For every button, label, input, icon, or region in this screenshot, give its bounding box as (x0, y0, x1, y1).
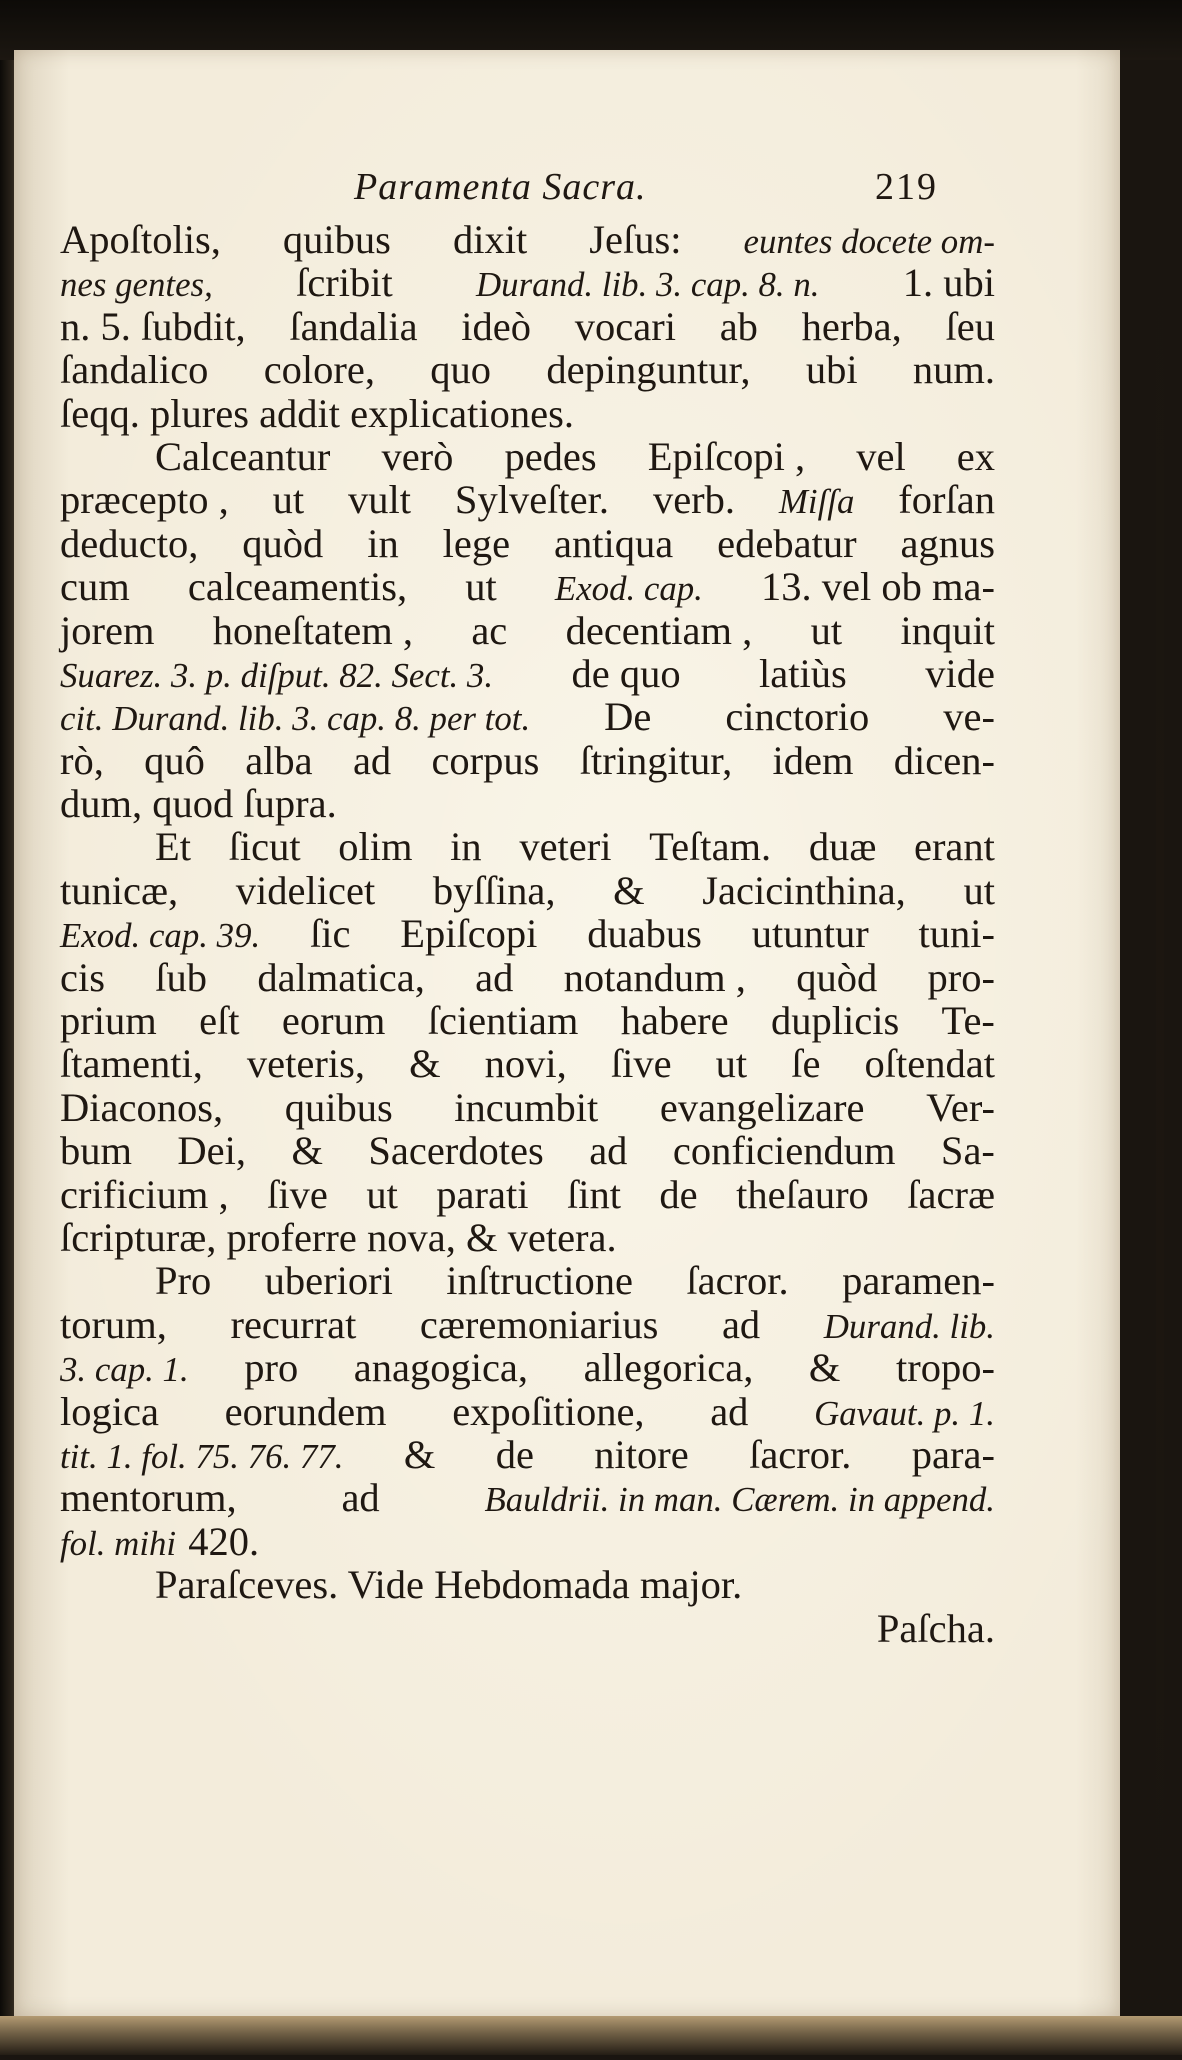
page-text-block (60, 160, 995, 1650)
word: colore, (263, 347, 376, 393)
word: depinguntur, (546, 347, 751, 393)
word: erant (913, 824, 995, 870)
text-line (60, 1607, 995, 1650)
italic-text: Exod. cap. (554, 569, 703, 609)
page-bottom-edge (0, 2016, 1182, 2055)
word: notandum , (563, 954, 746, 1000)
word: lege (442, 520, 511, 566)
word: ſandalico (60, 347, 209, 393)
italic-text: Miſſa (778, 482, 855, 522)
text-line (60, 609, 995, 652)
word: rò, (60, 737, 104, 783)
text-line (60, 261, 995, 304)
text-line (60, 1129, 995, 1172)
word: & (613, 867, 645, 913)
text-line (60, 435, 995, 478)
word: Jeſus: (589, 217, 682, 262)
text-line (60, 1563, 995, 1606)
word: tunicæ, (60, 867, 179, 913)
italic-text: nes gentes, (60, 265, 213, 305)
word: quòd (242, 520, 324, 566)
word: eſt (199, 998, 240, 1044)
text-line (60, 1476, 995, 1519)
word: ſacror. (749, 1431, 852, 1477)
word: ab (719, 303, 758, 349)
text-line (60, 1216, 995, 1259)
word: Diaconos, (60, 1084, 224, 1130)
word: tropo- (895, 1345, 995, 1391)
word: para- (911, 1431, 995, 1477)
body-text (60, 218, 995, 1650)
word: Sacerdotes (368, 1128, 544, 1174)
word: Dei, (177, 1128, 247, 1174)
word: ſint (566, 1171, 621, 1217)
word: jorem (60, 607, 155, 653)
word: ſeqq. plures addit explicationes. (60, 390, 574, 436)
text-line (60, 478, 995, 521)
word: Et (155, 824, 191, 870)
word: crificium , (60, 1171, 229, 1217)
word: ut (963, 867, 995, 913)
word: in (367, 520, 399, 566)
word: Te- (941, 998, 995, 1044)
word: vel (856, 433, 906, 479)
text-line (60, 1259, 995, 1302)
word: 420. (188, 1518, 260, 1564)
word: n. 5. ſubdit, (60, 303, 246, 349)
word: eorundem (224, 1388, 387, 1434)
word: cum (60, 564, 130, 610)
italic-text: fol. mihi (60, 1523, 177, 1563)
word: prium (60, 998, 157, 1044)
word: ſive (610, 1041, 672, 1087)
word: anagogica, (353, 1345, 529, 1391)
text-line (60, 739, 995, 782)
text-line (60, 1086, 995, 1129)
word: forſan (898, 477, 995, 523)
word: incumbit (454, 1084, 599, 1130)
word: quo (430, 347, 492, 393)
word: torum, (60, 1301, 167, 1347)
word: conficiendum (672, 1128, 896, 1174)
text-line (60, 348, 995, 391)
word: in (450, 824, 482, 870)
word: decentiam , (565, 607, 753, 653)
text-line (60, 1042, 995, 1085)
text-line (60, 1173, 995, 1216)
word: vult (348, 477, 412, 523)
word: ſicut (228, 824, 301, 870)
word: & (409, 1041, 441, 1087)
word: ad (721, 1301, 761, 1347)
word: de (495, 1431, 534, 1477)
italic-text: Suarez. 3. p. diſput. 82. Sect. 3. (60, 655, 494, 695)
word: mentorum, (60, 1475, 237, 1521)
word: verb. (652, 477, 736, 523)
word: ſub (155, 954, 208, 1000)
word: evangelizare (659, 1084, 865, 1130)
word: logica (60, 1388, 159, 1434)
text-line (60, 392, 995, 435)
word: novi, (484, 1041, 567, 1087)
word: verò (381, 433, 454, 479)
text-line (60, 1390, 995, 1433)
word: duæ (808, 824, 877, 870)
word: Calceantur (155, 433, 331, 479)
word: pedes (504, 433, 597, 479)
word: Ver- (926, 1084, 995, 1130)
word: ſe (791, 1041, 821, 1087)
word: Apoſtolis, (60, 217, 221, 262)
text-line (60, 1433, 995, 1476)
word: eorum (281, 998, 386, 1044)
word: De (604, 694, 652, 740)
word: inquit (900, 607, 995, 653)
word: dicen- (893, 737, 995, 783)
word: cinctorio (725, 694, 870, 740)
word: ad (589, 1128, 628, 1174)
word: latiùs (759, 650, 847, 696)
word: Epiſcopi (400, 911, 538, 957)
text-line (60, 1520, 995, 1563)
word: dixit (452, 217, 528, 262)
word: ubi (805, 347, 858, 393)
word: ve- (943, 694, 995, 740)
word: & (403, 1431, 436, 1477)
word: Sylveſter. (454, 477, 610, 523)
word: Jacicinthina, (702, 867, 906, 913)
italic-text: Exod. cap. 39. (60, 916, 261, 956)
word: paramen- (842, 1258, 995, 1304)
text-line (60, 1346, 995, 1389)
word: Paraſceves. Vide Hebdomada major. (155, 1562, 743, 1608)
word: ex (956, 433, 995, 479)
word: vide (925, 650, 995, 696)
word: ad (341, 1475, 380, 1521)
word: ut (465, 564, 497, 610)
text-line (60, 565, 995, 608)
word: ſtamenti, (60, 1041, 203, 1087)
word: pro (244, 1345, 299, 1391)
word: inſtructione (446, 1258, 633, 1304)
word: corpus (431, 737, 540, 783)
word: videlicet (235, 867, 376, 913)
text-line (60, 695, 995, 738)
word: veteri (519, 824, 612, 870)
word: Teſtam. (649, 824, 772, 870)
text-line (60, 869, 995, 912)
word: oſtendat (864, 1041, 995, 1087)
word: 1. ubi (902, 260, 995, 306)
word: præcepto , (60, 477, 229, 523)
word: Epiſcopi , (647, 433, 806, 479)
word: honeſtatem , (212, 607, 413, 653)
word: idem (772, 737, 854, 783)
word: parati (436, 1171, 529, 1217)
word: ad (710, 1388, 749, 1434)
word: ſacræ (907, 1171, 995, 1217)
word: quibus (282, 217, 391, 262)
page-number: 219 (875, 166, 938, 208)
word: ad (475, 954, 514, 1000)
italic-text: Durand. lib. 3. cap. 8. n. (476, 265, 820, 305)
word: ſic (309, 911, 351, 957)
word: ſcribit (296, 260, 393, 306)
word: antiqua (554, 520, 674, 566)
italic-text: Bauldrii. in man. Cærem. in append. (484, 1480, 995, 1520)
word: Pro (155, 1258, 212, 1304)
text-line (60, 825, 995, 868)
word: ſive (267, 1171, 328, 1217)
word: utuntur (751, 911, 869, 957)
word: ut (715, 1041, 748, 1087)
word: ſeu (945, 303, 995, 349)
word: ſcripturæ, proferre nova, & vetera. (60, 1214, 617, 1260)
word: ſandalia (289, 303, 418, 349)
text-line (60, 652, 995, 695)
word: nitore (594, 1431, 689, 1477)
word: & (808, 1345, 841, 1391)
word: Paſcha. (876, 1605, 995, 1651)
word: expoſitione, (452, 1388, 645, 1434)
word: theſauro (736, 1171, 869, 1217)
word: uberiori (264, 1258, 393, 1304)
italic-text: Gavaut. p. 1. (814, 1393, 995, 1433)
word: & (291, 1128, 323, 1174)
word: duplicis (770, 998, 900, 1044)
text-line (60, 999, 995, 1042)
word: ſtringitur, (579, 737, 733, 783)
word: cæremoniarius (419, 1301, 659, 1347)
word: agnus (900, 520, 995, 566)
italic-text: Durand. lib. (823, 1306, 995, 1346)
running-title: Paramenta Sacra. (354, 166, 647, 208)
word: 13. vel ob ma- (761, 564, 995, 610)
word: cis (60, 954, 105, 1000)
word: herba, (801, 303, 902, 349)
word: alba (245, 737, 313, 783)
word: recurrat (230, 1301, 357, 1347)
word: dalmatica, (257, 954, 425, 1000)
word: ac (471, 607, 508, 653)
word: edebatur (717, 520, 857, 566)
word: deducto, (60, 520, 199, 566)
word: de (659, 1171, 698, 1217)
italic-text: cit. Durand. lib. 3. cap. 8. per tot. (60, 699, 531, 739)
text-line (60, 1303, 995, 1346)
word: ſacror. (686, 1258, 789, 1304)
word: bum (60, 1128, 133, 1174)
word: quô (144, 737, 205, 783)
word: de quo (571, 650, 681, 696)
text-line (60, 218, 995, 261)
text-line (60, 782, 995, 825)
italic-text: euntes docete om- (743, 222, 995, 261)
word: ut (272, 477, 305, 523)
text-line (60, 956, 995, 999)
word: olim (338, 824, 413, 870)
word: Sa- (940, 1128, 995, 1174)
word: calceamentis, (187, 564, 408, 610)
text-line (60, 305, 995, 348)
word: quòd (796, 954, 878, 1000)
running-head (60, 160, 995, 218)
word: ad (352, 737, 392, 783)
word: quibus (284, 1084, 393, 1130)
word: vocari (574, 303, 676, 349)
word: dum, quod ſupra. (60, 781, 337, 827)
word: pro- (927, 954, 995, 1000)
word: byſſina, (432, 867, 556, 913)
word: ideò (461, 303, 532, 349)
text-line (60, 912, 995, 955)
word: ut (366, 1171, 398, 1217)
word: veteris, (246, 1041, 365, 1087)
italic-text: 3. cap. 1. (60, 1350, 189, 1390)
word: ut (810, 607, 843, 653)
word: ſcientiam (427, 998, 579, 1044)
word: habere (620, 998, 729, 1044)
word: tuni- (918, 911, 995, 957)
italic-text: tit. 1. fol. 75. 76. 77. (60, 1436, 344, 1476)
word: duabus (587, 911, 702, 957)
page-edge-shade (1156, 110, 1164, 2060)
word: num. (912, 347, 995, 393)
text-line (60, 522, 995, 565)
word: allegorica, (583, 1345, 754, 1391)
